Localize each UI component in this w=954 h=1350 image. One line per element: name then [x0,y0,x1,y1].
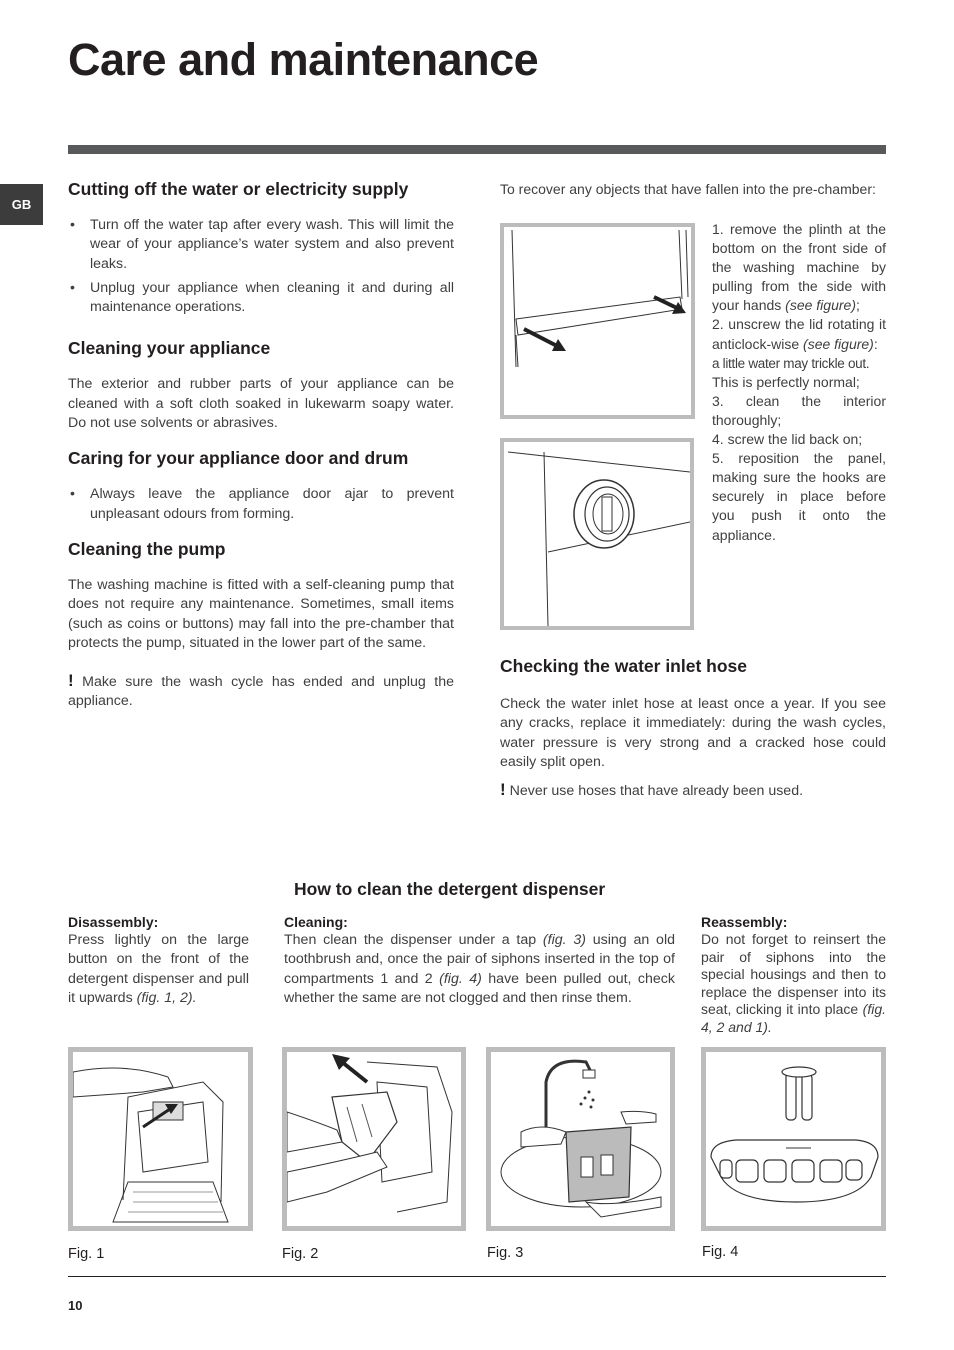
cutoff-heading: Cutting off the water or electricity supply [68,179,409,199]
dispenser-heading: How to clean the detergent dispenser [294,879,606,899]
fig-2-illustration [282,1047,466,1231]
cleaning-instructions: Then clean the dispenser under a tap (fig. 3) using an old toothbrush and, once the pair of siphons inserted in the top of compartments 1 and 2 (fig. 4) have been pulled out, check whether the same are not clogged and then rinse them. [284,932,675,1006]
cleaning-label: Cleaning: [284,914,348,930]
fig-3-caption: Fig. 3 [487,1245,524,1261]
pump-heading: Cleaning the pump [68,538,226,559]
warning-mark: ! [500,780,506,800]
step-2-note-2: This is perfectly normal; [712,373,860,390]
fig-2-caption: Fig. 2 [282,1246,319,1262]
step-3: 3. clean the interior thoroughly; [712,392,886,428]
cutoff-bullet-2: • Unplug your appliance when cleaning it and during all maintenance operations. [68,279,454,318]
fig-1-illustration [68,1047,253,1231]
cutoff-bullet-1: • Turn off the water tap after every wash. This will limit the wear of your appliance’s water system and also prevent leaks. [68,216,454,274]
step-4: 4. screw the lid back on; [712,431,863,448]
hose-warning-text: Never use hoses that have already been used. [509,783,804,800]
left-column [68,178,454,712]
pump-text: The washing machine is fitted with a self-cleaning pump that does not require any maintenance. Sometimes, small items (such as coins or buttons) may fall into the pre-chamber that protects the pump, situated in the lower part of the same. [68,576,454,651]
disassembly-label: Disassembly: [68,914,159,930]
reassembly-column [701,913,886,1037]
reassembly-text: Do not forget to reinsert the pair of siphons into the special housings and then to replace the dispenser into its seat, clicking it into place (fig. 4, 2 and 1). [701,931,887,1035]
hose-heading: Checking the water inlet hose [500,656,747,676]
fig-3-illustration [486,1047,675,1231]
pump-steps [712,220,886,545]
door-heading: Caring for your appliance door and drum [68,448,409,469]
hose-text: Check the water inlet hose at least once a year. If you see any cracks, replace it immediately: during the wash cycles, water pressure is very strong and a cracked hose could easily split open. [500,696,886,770]
pump-lid-illustration [500,438,694,630]
step-2-note: a little water may trickle out. [712,355,870,371]
fig-4-caption: Fig. 4 [702,1244,739,1260]
step-1: 1. remove the plinth at the bottom on the front side of the washing machine by pulling from the side with your hands (see figure); [712,221,886,314]
pump-warning-text: Make sure the wash cycle has ended and unplug the appliance. [68,674,454,710]
step-2: 2. unscrew the lid rotating it anticlock-wise (see figure): [712,316,886,352]
cleaning-heading: Cleaning your appliance [68,338,271,359]
door-bullet: • Always leave the appliance door ajar to prevent unpleasant odours from forming. [68,485,454,524]
warning-mark: ! [68,671,74,691]
fig-1-caption: Fig. 1 [68,1246,105,1262]
cleaning-column [284,913,675,1008]
footer-rule [68,1276,886,1277]
disassembly-column [68,913,249,1008]
hose-warning [500,780,886,801]
fig-4-illustration [701,1047,886,1231]
door-bullets [68,485,454,524]
page-number: 10 [68,1298,83,1313]
pump-intro: To recover any objects that have fallen into the pre-chamber: [500,181,876,197]
reassembly-label: Reassembly: [701,914,788,930]
cutoff-bullets [68,216,454,317]
page-title: Care and maintenance [68,34,539,85]
plinth-removal-illustration [500,223,695,419]
language-tab: GB [0,184,43,225]
pump-warning [68,671,454,712]
title-rule [68,145,886,154]
step-5: 5. reposition the panel, making sure the hooks are securely in place before you push it onto the appliance. [712,450,886,543]
hose-section [500,655,886,801]
disassembly-text: Press lightly on the large button on the front of the detergent dispenser and pull it upwards (fig. 1, 2). [68,932,249,1006]
cleaning-text: The exterior and rubber parts of your appliance can be cleaned with a soft cloth soaked in lukewarm soapy water. Do not use solvents or abrasives. [68,376,454,432]
